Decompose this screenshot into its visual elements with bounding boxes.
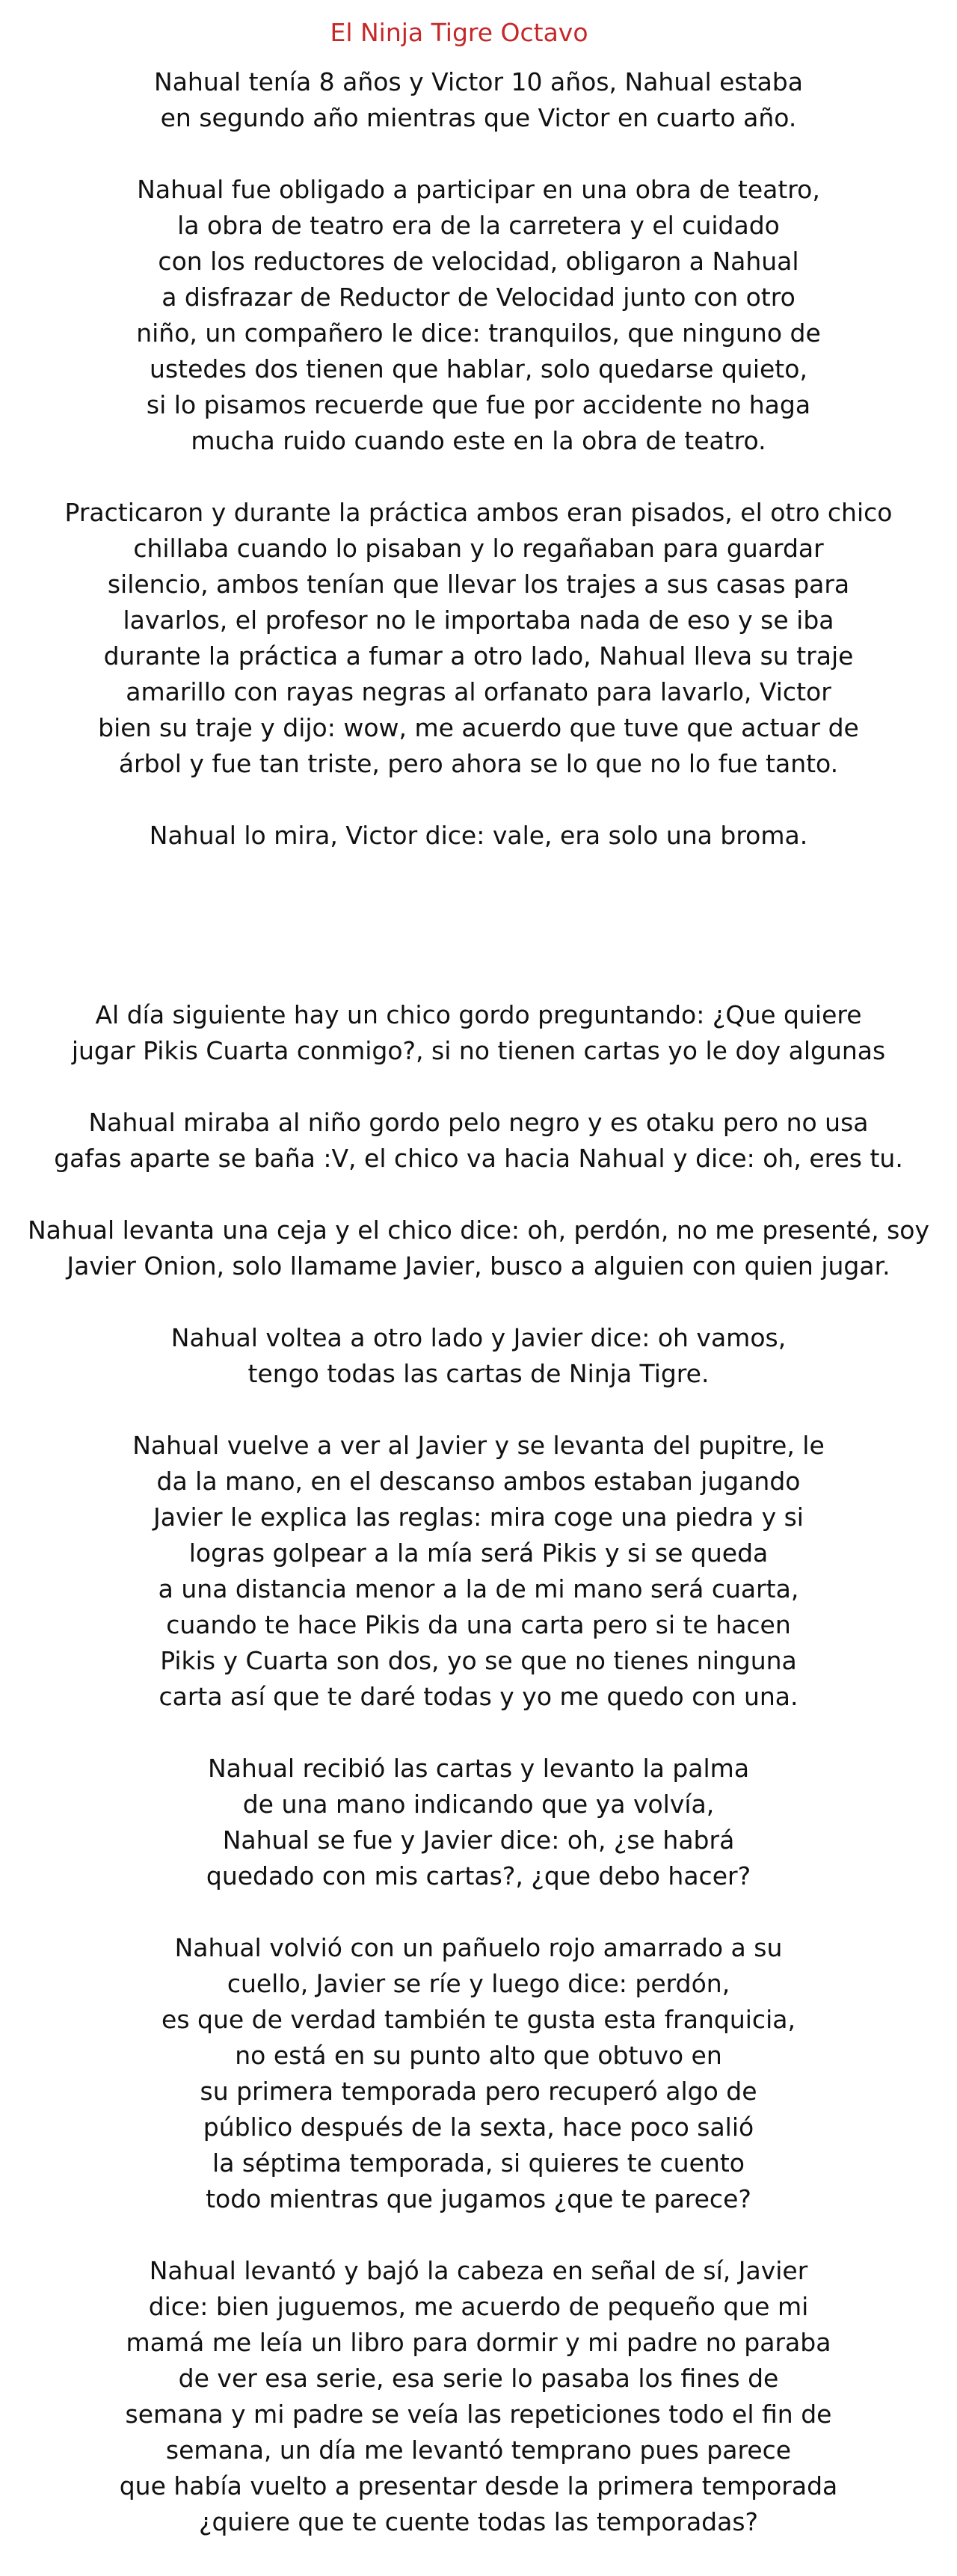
paragraph-line: durante la práctica a fumar a otro lado, Nahual lleva su traje [103,641,854,671]
paragraph-line: si lo pisamos recuerde que fue por accidente no haga [146,390,811,419]
paragraph-line: todo mientras que jugamos ¿que te parece? [206,2184,751,2213]
paragraph-line: Nahual voltea a otro lado y Javier dice: oh vamos, [170,1323,787,1352]
story-title: El Ninja Tigre Octavo [330,18,588,47]
story-paragraph [0,495,957,782]
paragraph-line: su primera temporada pero recuperó algo de [200,2077,757,2106]
paragraph-line: la séptima temporada, si quieres te cuento [212,2148,745,2178]
paragraph-line: Javier le explica las reglas: mira coge una piedra y si [153,1503,804,1532]
paragraph-line: Nahual miraba al niño gordo pelo negro y es otaku pero no usa [88,1108,869,1137]
story-paragraph [0,1105,957,1177]
paragraph-line: mamá me leía un libro para dormir y mi padre no paraba [126,2328,831,2357]
paragraph-line: Nahual levanta una ceja y el chico dice: oh, perdón, no me presenté, soy [28,1215,929,1245]
story-paragraph [0,997,957,1069]
paragraph-line: a disfrazar de Reductor de Velocidad junto con otro [161,283,796,312]
paragraph-line: semana, un día me levantó temprano pues parece [165,2435,792,2465]
paragraph-line: cuando te hace Pikis da una carta pero si te hacen [166,1610,791,1639]
story-paragraph [0,1212,957,1284]
paragraph-line: árbol y fue tan triste, pero ahora se lo que no lo fue tanto. [118,749,839,778]
story-paragraph [0,1751,957,1894]
paragraph-line: la obra de teatro era de la carretera y el cuidado [177,211,780,240]
paragraph-line: tengo todas las cartas de Ninja Tigre. [247,1359,710,1388]
paragraph-line: de ver esa serie, esa serie lo pasaba los fines de [178,2364,779,2393]
paragraph-line: jugar Pikis Cuarta conmigo?, si no tienen cartas yo le doy algunas [71,1036,886,1065]
paragraph-line: Al día siguiente hay un chico gordo preguntando: ¿Que quiere [95,1000,862,1029]
paragraph-line: bien su traje y dijo: wow, me acuerdo que tuve que actuar de [98,713,859,742]
paragraph-line: Nahual lo mira, Victor dice: vale, era solo una broma. [149,821,808,850]
story-paragraph [0,64,957,136]
paragraph-line: ¿quiere que te cuente todas las temporadas? [198,2507,759,2536]
paragraph-line: Nahual levantó y bajó la cabeza en señal de sí, Javier [149,2256,808,2285]
paragraph-line: niño, un compañero le dice: tranquilos, que ninguno de [136,318,821,348]
story-paragraph [0,1428,957,1715]
paragraph-line: Nahual fue obligado a participar en una obra de teatro, [137,175,820,204]
paragraph-line: semana y mi padre se veía las repeticiones todo el fin de [125,2400,832,2429]
paragraph-line: a una distancia menor a la de mi mano será cuarta, [158,1574,799,1603]
paragraph-line: en segundo año mientras que Victor en cuarto año. [160,103,797,132]
paragraph-line: Nahual vuelve a ver al Javier y se levanta del pupitre, le [132,1431,825,1460]
paragraph-line: no está en su punto alto que obtuvo en [235,2041,722,2070]
paragraph-line: Practicaron y durante la práctica ambos eran pisados, el otro chico [64,498,893,527]
paragraph-line: Nahual volvió con un pañuelo rojo amarrado a su [174,1933,783,1962]
paragraph-line: Javier Onion, solo llamame Javier, busco a alguien con quien jugar. [67,1251,890,1281]
paragraph-line: mucha ruido cuando este en la obra de teatro. [191,426,766,455]
paragraph-line: es que de verdad también te gusta esta franquicia, [161,2005,796,2034]
story-paragraph [0,1930,957,2217]
paragraph-line: ustedes dos tienen que hablar, solo quedarse quieto, [150,354,807,383]
paragraph-line: Nahual se fue y Javier dice: oh, ¿se habrá [222,1825,735,1855]
paragraph-line: logras golpear a la mía será Pikis y si se queda [188,1538,769,1568]
story-body [0,64,957,2576]
paragraph-line: Nahual recibió las cartas y levanto la palma [207,1754,750,1783]
paragraph-line: da la mano, en el descanso ambos estaban jugando [156,1467,801,1496]
paragraph-line: amarillo con rayas negras al orfanato para lavarlo, Victor [126,677,831,706]
paragraph-line: carta así que te daré todas y yo me quedo con una. [159,1682,798,1711]
paragraph-line: quedado con mis cartas?, ¿que debo hacer? [206,1861,751,1891]
paragraph-line: silencio, ambos tenían que llevar los trajes a sus casas para [107,570,850,599]
paragraph-line: gafas aparte se baña :V, el chico va hacia Nahual y dice: oh, eres tu. [54,1144,903,1173]
paragraph-line: dice: bien juguemos, me acuerdo de pequeño que mi [148,2292,809,2321]
paragraph-line: Pikis y Cuarta son dos, yo se que no tienes ninguna [160,1646,797,1675]
paragraph-line: de una mano indicando que ya volvía, [242,1790,715,1819]
story-paragraph [0,2253,957,2540]
story-paragraph [0,1320,957,1392]
paragraph-line: Nahual tenía 8 años y Victor 10 años, Nahual estaba [154,67,803,96]
story-paragraph [0,172,957,459]
paragraph-line: que había vuelto a presentar desde la primera temporada [119,2471,838,2500]
story-paragraph [0,818,957,854]
paragraph-line: chillaba cuando lo pisaban y lo regañaban para guardar [133,534,824,563]
paragraph-line: con los reductores de velocidad, obligaron a Nahual [158,247,799,276]
paragraph-line: público después de la sexta, hace poco salió [203,2113,754,2142]
paragraph-line: lavarlos, el profesor no le importaba nada de eso y se iba [123,606,834,635]
paragraph-line: cuello, Javier se ríe y luego dice: perdón, [227,1969,730,1998]
